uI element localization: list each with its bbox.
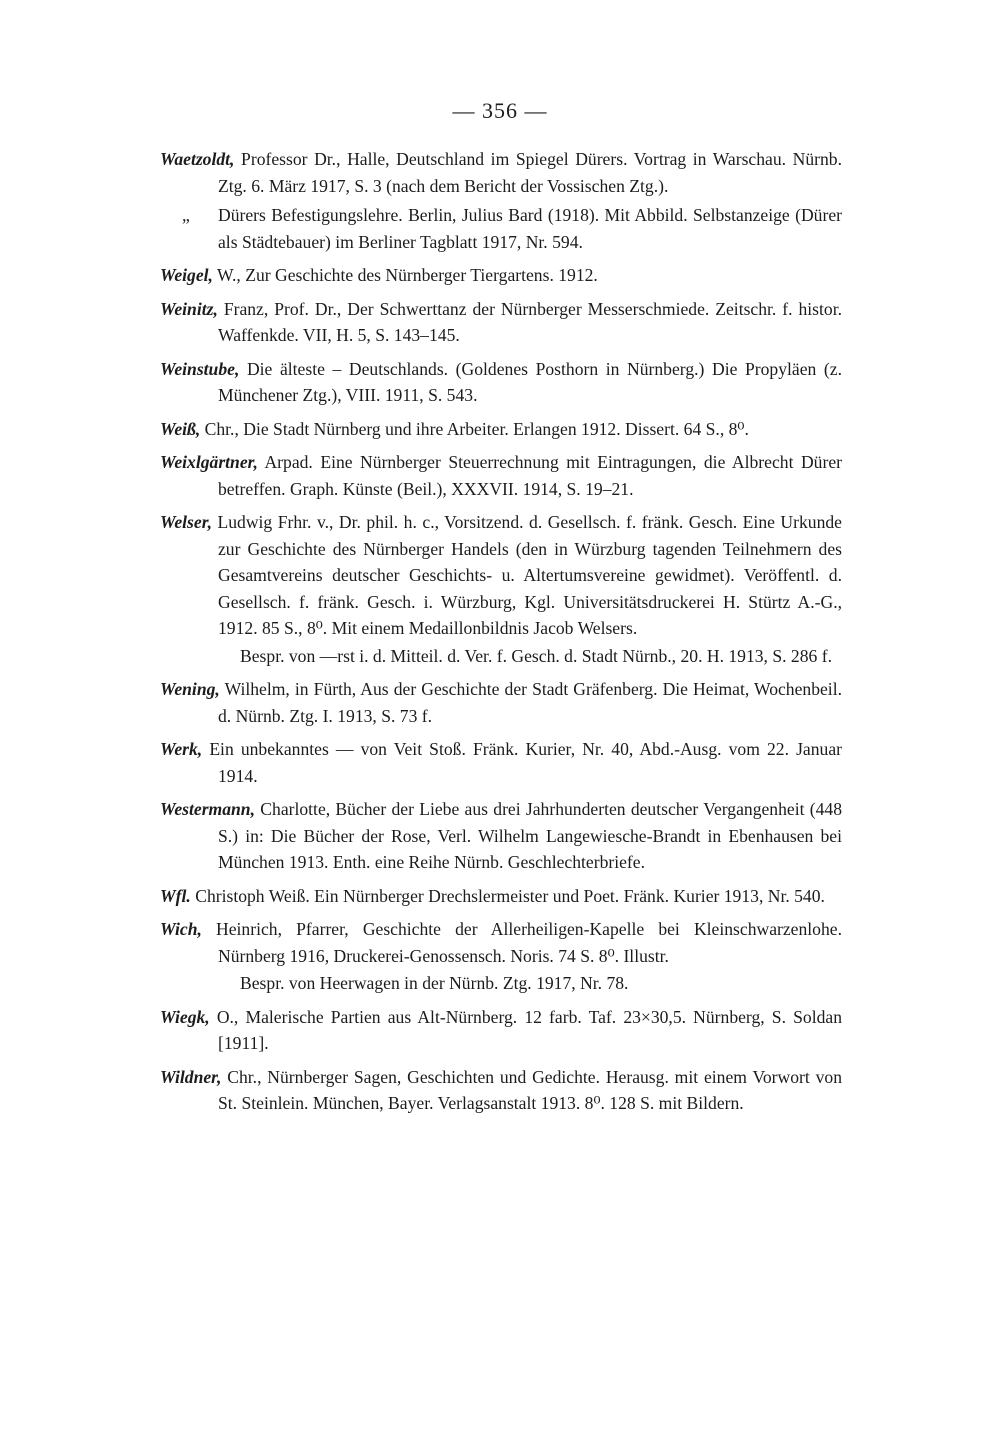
entry-author: Wiegk, [160,1006,210,1027]
entry-text: Die älteste – Deutschlands. (Goldenes Posthorn in Nürnberg.) Die Propyläen (z. Münchener Ztg.), VIII. 1911, S. 543. [218,358,842,405]
entry-author: Wildner, [160,1066,222,1087]
entry-author: Wening, [160,679,220,699]
entry-text: W., Zur Geschichte des Nürnberger Tiergartens. 1912. [217,265,598,285]
entry-text: Wilhelm, in Fürth, Aus der Geschichte der Stadt Gräfenberg. Die Heimat, Wochenbeil. d. Nürnb. Ztg. I. 1913, S. 73 f. [218,679,842,726]
bibliography-entry: „ Dürers Befestigungslehre. Berlin, Julius Bard (1918). Mit Abbild. Selbstanzeige (Dürer als Städtebauer) im Berliner Tagblatt 1917, Nr. 594. [182,205,842,252]
bibliography-entry [160,146,842,199]
bibliography-entry [160,916,842,969]
bibliography-entry [160,262,842,289]
entry-text: Chr., Nürnberger Sagen, Geschichten und Gedichte. Herausg. mit einem Vorwort von St. Steinlein. München, Bayer. Verlagsanstalt 1913. 8⁰. 128 S. mit Bildern. [218,1066,842,1113]
entry-author: Weixlgärtner, [160,452,258,472]
bibliography-entry [160,356,842,409]
bibliography-entry [160,296,842,349]
entry-author: Weinstube, [160,358,240,379]
entry-text: Professor Dr., Halle, Deutschland im Spiegel Dürers. Vortrag in Warschau. Nürnb. Ztg. 6. März 1917, S. 3 (nach dem Bericht der Vossischen Ztg.). [218,149,842,196]
bibliography-entry [160,883,842,910]
entry-author: Wfl. [160,885,191,906]
entry-author: Weinitz, [160,298,218,319]
bibliography-entry [160,676,842,729]
entry-text: O., Malerische Partien aus Alt-Nürnberg. 12 farb. Taf. 23×30,5. Nürnberg, S. Soldan [1911]. [216,1006,842,1053]
bibliography-entry [160,416,842,443]
bibliography-entry [160,736,842,789]
entry-text: Ludwig Frhr. v., Dr. phil. h. c., Vorsitzend. d. Gesellsch. f. fränk. Gesch. Eine Urkunde zur Geschichte des Nürnberger Handels (den in Würzburg tagenden Teilnehmern des Gesamtvereins deutscher Geschichts- u. Altertumsvereine gewidmet). Veröffentl. d. Gesellsch. f. fränk. Gesch. i. Würzburg, Kgl. Universitätsdruckerei H. Stürtz A.-G., 1912. 85 S., 8⁰. Mit einem Medaillonbildnis Jacob Welsers. [217,512,842,638]
entry-text: Heinrich, Pfarrer, Geschichte der Allerheiligen-Kapelle bei Kleinschwarzenlohe. Nürnberg 1916, Druckerei-Genossensch. Noris. 74 S. 8⁰. Illustr. [216,919,842,966]
entry-author: Weigel, [160,265,213,285]
entry-text: Franz, Prof. Dr., Der Schwerttanz der Nürnberger Messerschmiede. Zeitschr. f. histor. Waffenkde. VII, H. 5, S. 143–145. [218,298,842,345]
entry-text: Dürers Befestigungslehre. Berlin, Julius Bard (1918). Mit Abbild. Selbstanzeige (Dürer als Städtebauer) im Berliner Tagblatt 1917, Nr. 594. [218,205,842,252]
entry-review: Bespr. von —rst i. d. Mitteil. d. Ver. f. Gesch. d. Stadt Nürnb., 20. H. 1913, S. 286 f. [240,645,832,666]
entry-text: Charlotte, Bücher der Liebe aus drei Jahrhunderten deutscher Vergangenheit (448 S.) in: Die Bücher der Rose, Verl. Wilhelm Langewiesche-Brandt in Ebenhausen bei München 1913. Enth. eine Reihe Nürnb. Geschlechterbriefe. [218,799,843,872]
bibliography-entry [160,509,842,642]
entry-author: Wich, [160,919,202,939]
entry-review: Bespr. von Heerwagen in der Nürnb. Ztg. 1917, Nr. 78. [240,973,629,993]
bibliography-entry [160,1064,842,1117]
entry-author: Weiß, [160,418,201,439]
bibliography-list [160,146,842,1124]
bibliography-entry [160,1004,842,1057]
bibliography-entry [160,796,842,876]
entry-text: Arpad. Eine Nürnberger Steuerrechnung mit Eintragungen, die Albrecht Dürer betreffen. Graph. Künste (Beil.), XXXVII. 1914, S. 19–21. [218,452,842,499]
bibliography-entry [160,449,842,502]
entry-text: Ein unbekanntes — von Veit Stoß. Fränk. Kurier, Nr. 40, Abd.-Ausg. vom 22. Januar 1914. [209,739,842,786]
entry-author: Welser, [160,512,212,532]
entry-author: Werk, [160,739,203,759]
entry-text: Christoph Weiß. Ein Nürnberger Drechslermeister und Poet. Fränk. Kurier 1913, Nr. 540. [195,885,825,906]
entry-author: Westermann, [160,799,255,819]
entry-author: Waetzoldt, [160,149,235,169]
entry-text: Chr., Die Stadt Nürnberg und ihre Arbeiter. Erlangen 1912. Dissert. 64 S., 8⁰. [204,418,749,439]
page-number: — 356 — [452,98,548,123]
